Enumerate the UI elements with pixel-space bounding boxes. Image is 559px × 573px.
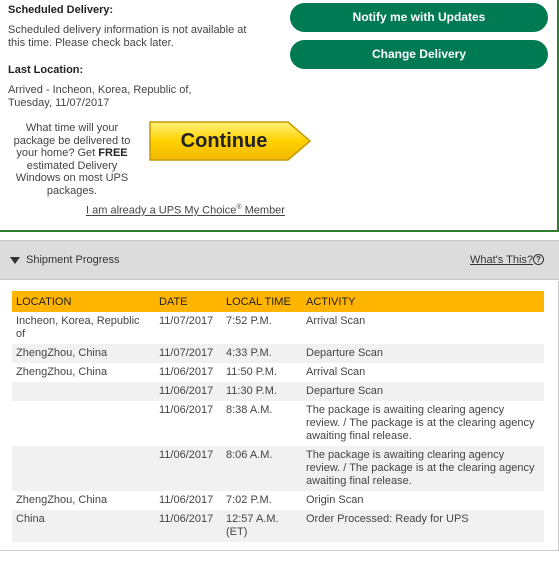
registered-mark: ®: [236, 204, 242, 211]
my-choice-promo-text: [8, 122, 136, 197]
whats-this-link[interactable]: What's This?: [470, 254, 534, 266]
cell-time: 7:52 P.M.: [222, 312, 302, 344]
my-choice-link-suffix: Member: [241, 204, 285, 217]
cell-activity: The package is awaiting clearing agency review. / The package is at the clearing agency awaiting final release.: [302, 401, 544, 446]
scheduled-delivery-text: Scheduled delivery information is not available at this time. Please check back later.: [8, 24, 247, 49]
cell-time: 8:06 A.M.: [222, 446, 302, 491]
shipment-progress-title: Shipment Progress: [26, 254, 120, 266]
collapse-triangle-icon: [10, 257, 20, 264]
last-location-line1: Arrived - Incheon, Korea, Republic of,: [8, 84, 192, 96]
table-row: [12, 491, 544, 510]
cell-time: 11:50 P.M.: [222, 363, 302, 382]
notify-updates-button[interactable]: Notify me with Updates: [290, 3, 548, 32]
table-row: [12, 401, 544, 446]
cell-time: 12:57 A.M. (ET): [222, 510, 302, 542]
table-row: [12, 363, 544, 382]
cell-time: 11:30 P.M.: [222, 382, 302, 401]
promo-text-end: estimated Delivery Windows on most UPS packages.: [15, 159, 129, 197]
cell-activity: Departure Scan: [302, 344, 544, 363]
cell-activity: Origin Scan: [302, 491, 544, 510]
promo-free-text: FREE: [98, 147, 128, 159]
my-choice-link-text: I am already a UPS My Choice: [86, 204, 237, 217]
cell-date: 11/06/2017: [155, 510, 222, 542]
cell-activity: Arrival Scan: [302, 363, 544, 382]
cell-date: 11/07/2017: [155, 344, 222, 363]
cell-date: 11/06/2017: [155, 491, 222, 510]
cell-time: 4:33 P.M.: [222, 344, 302, 363]
cell-activity: Departure Scan: [302, 382, 544, 401]
column-header-activity: ACTIVITY: [302, 291, 544, 312]
table-row: [12, 510, 544, 542]
cell-activity: The package is awaiting clearing agency review. / The package is at the clearing agency awaiting final release.: [302, 446, 544, 491]
cell-location: ZhengZhou, China: [12, 344, 155, 363]
cell-date: 11/06/2017: [155, 401, 222, 446]
continue-button-label: Continue: [180, 130, 268, 152]
column-header-local-time: LOCAL TIME: [222, 291, 302, 312]
cell-date: 11/06/2017: [155, 446, 222, 491]
promo-text-start: What time will your package be delivered to your home? Get: [13, 122, 131, 159]
change-delivery-button[interactable]: Change Delivery: [290, 40, 548, 69]
shipment-progress-header: [0, 240, 559, 280]
shipment-progress-table: [12, 291, 544, 542]
table-row: [12, 382, 544, 401]
column-header-location: LOCATION: [12, 291, 155, 312]
continue-button[interactable]: [148, 120, 312, 162]
last-location-text: [8, 84, 208, 110]
my-choice-member-link[interactable]: [86, 204, 285, 217]
table-row: [12, 446, 544, 491]
cell-location: Incheon, Korea, Republic of: [12, 312, 155, 344]
cell-activity: Arrival Scan: [302, 312, 544, 344]
cell-date: 11/06/2017: [155, 382, 222, 401]
cell-time: 8:38 A.M.: [222, 401, 302, 446]
shipment-progress-toggle[interactable]: [10, 254, 120, 266]
cell-date: 11/06/2017: [155, 363, 222, 382]
cell-location: ZhengZhou, China: [12, 363, 155, 382]
table-header-row: [12, 291, 544, 312]
last-location-line2: Tuesday, 11/07/2017: [8, 97, 110, 109]
column-header-date: DATE: [155, 291, 222, 312]
cell-date: 11/07/2017: [155, 312, 222, 344]
table-row: [12, 344, 544, 363]
cell-location: ZhengZhou, China: [12, 491, 155, 510]
cell-location: [12, 446, 155, 491]
scheduled-delivery-label: Scheduled Delivery:: [8, 4, 114, 16]
cell-activity: Order Processed: Ready for UPS: [302, 510, 544, 542]
delivery-info-panel: [0, 0, 559, 232]
shipment-progress-panel: [0, 281, 559, 551]
cell-location: [12, 382, 155, 401]
cell-location: [12, 401, 155, 446]
cell-time: 7:02 P.M.: [222, 491, 302, 510]
last-location-label: Last Location:: [8, 64, 84, 76]
cell-location: China: [12, 510, 155, 542]
table-row: [12, 312, 544, 344]
help-icon[interactable]: ?: [533, 254, 544, 265]
